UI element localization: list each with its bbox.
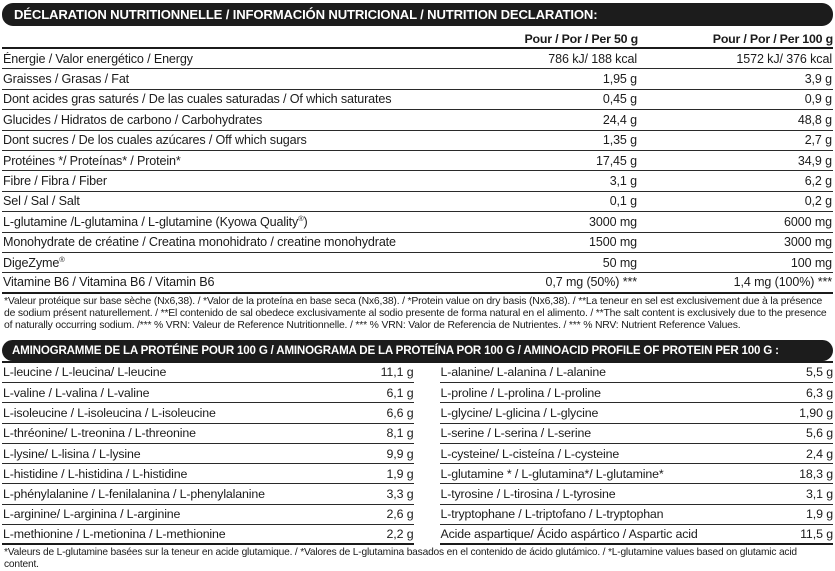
amino-acid-value: 1,90 g — [799, 405, 833, 420]
amino-acid-value: 1,9 g — [805, 507, 833, 522]
amino-acid-row — [2, 464, 414, 484]
nutrition-row — [2, 49, 833, 69]
amino-acid-row — [2, 484, 414, 504]
amino-acid-value: 5,6 g — [805, 426, 833, 441]
nutrition-label-page — [0, 3, 835, 570]
amino-acid-value: 18,3 g — [799, 466, 833, 481]
amino-acid-name: L-histidine / L-histidina / L-histidine — [3, 466, 188, 481]
amino-acid-name: Acide aspartique/ Ácido aspártico / Aspartic acid — [440, 527, 698, 542]
column-header-per-100g: Pour / Por / Per 100 g — [712, 32, 833, 46]
amino-acid-value: 6,6 g — [386, 405, 414, 420]
amino-profile-title: AMINOGRAMME DE LA PROTÉINE POUR 100 G / AMINOGRAMA DE LA PROTEÍNA POR 100 G / AMINOACID PROFILE OF PROTEIN PER 100 G : — [12, 343, 779, 357]
amino-acid-row — [2, 424, 414, 444]
nutrition-row-label: Monohydrate de créatine / Creatina monohidrato / creatine monohydrate — [3, 235, 396, 250]
amino-acid-row — [440, 424, 834, 444]
amino-acid-name: L-cysteine/ L-cisteína / L-cysteine — [440, 446, 620, 461]
amino-acid-row — [2, 363, 414, 383]
column-header-per-50g: Pour / Por / Per 50 g — [524, 32, 638, 46]
nutrition-row — [2, 131, 833, 151]
nutrition-row-value-per-100g: 2,7 g — [804, 133, 832, 148]
nutrition-row — [2, 171, 833, 191]
nutrition-row-value-per-50g: 50 mg — [602, 255, 637, 270]
amino-acid-value: 5,5 g — [805, 365, 833, 380]
nutrition-row — [2, 110, 833, 130]
nutrition-column-headers — [0, 26, 835, 47]
amino-acid-name: L-lysine/ L-lisina / L-lysine — [3, 446, 141, 461]
nutrition-row-value-per-50g: 3000 mg — [589, 214, 637, 229]
nutrition-row-value-per-100g: 6000 mg — [784, 214, 832, 229]
nutrition-row — [2, 273, 833, 293]
nutrition-row-label: L-glutamine /L-glutamina / L-glutamine (Kyowa Quality®) — [3, 214, 308, 230]
nutrition-row-value-per-100g: 100 mg — [790, 255, 832, 270]
amino-acid-value: 11,1 g — [380, 365, 414, 380]
nutrition-declaration-title: DÉCLARATION NUTRITIONNELLE / INFORMACIÓN NUTRICIONAL / NUTRITION DECLARATION: — [14, 7, 598, 22]
nutrition-row-value-per-100g: 48,8 g — [797, 112, 832, 127]
nutrition-row-value-per-50g: 0,7 mg (50%) *** — [545, 275, 637, 290]
amino-acid-name: L-alanine/ L-alanina / L-alanine — [440, 365, 606, 380]
nutrition-row-value-per-50g: 1,95 g — [602, 72, 637, 87]
amino-acid-row — [440, 525, 834, 545]
amino-acid-value: 6,3 g — [805, 385, 833, 400]
nutrition-row-value-per-50g: 1500 mg — [589, 235, 637, 250]
amino-acid-name: L-proline / L-prolina / L-proline — [440, 385, 601, 400]
amino-acid-row — [2, 444, 414, 464]
nutrition-row-label: Glucides / Hidratos de carbono / Carbohydrates — [3, 112, 263, 127]
nutrition-row-label: Énergie / Valor energético / Energy — [3, 51, 193, 66]
nutrition-row-value-per-50g: 786 kJ/ 188 kcal — [548, 51, 637, 66]
nutrition-row — [2, 69, 833, 89]
nutrition-row-value-per-100g: 34,9 g — [797, 153, 832, 168]
amino-acid-table — [2, 361, 833, 546]
nutrition-row — [2, 151, 833, 171]
amino-acid-name: L-isoleucine / L-isoleucina / L-isoleucine — [3, 405, 216, 420]
nutrition-row — [2, 233, 833, 253]
amino-acid-row — [2, 383, 414, 403]
nutrition-table — [2, 47, 833, 294]
amino-acid-value: 8,1 g — [386, 426, 414, 441]
nutrition-row-value-per-100g: 1572 kJ/ 376 kcal — [736, 51, 832, 66]
amino-acid-name: L-tyrosine / L-tirosina / L-tyrosine — [440, 487, 616, 502]
amino-acid-name: L-phénylalanine / L-fenilalanina / L-phenylalanine — [3, 487, 265, 502]
nutrition-row-label: Dont sucres / De los cuales azúcares / Off which sugars — [3, 133, 307, 148]
nutrition-row — [2, 212, 833, 232]
amino-acid-row — [440, 363, 834, 383]
amino-acid-name: L-glycine/ L-glicina / L-glycine — [440, 405, 599, 420]
nutrition-row-value-per-50g: 0,1 g — [609, 194, 637, 209]
nutrition-row-label: Fibre / Fibra / Fiber — [3, 174, 107, 189]
amino-profile-header-bar — [2, 340, 833, 361]
amino-acid-value: 3,1 g — [805, 487, 833, 502]
nutrition-row-value-per-50g: 0,45 g — [602, 92, 637, 107]
nutrition-row-value-per-100g: 1,4 mg (100%) *** — [733, 275, 832, 290]
amino-acid-value: 2,2 g — [386, 527, 414, 542]
amino-acid-value: 3,3 g — [386, 487, 414, 502]
amino-acid-name: L-methionine / L-metionina / L-methionine — [3, 527, 226, 542]
amino-acid-value: 6,1 g — [386, 385, 414, 400]
amino-acid-value: 11,5 g — [800, 527, 833, 542]
nutrition-row-value-per-100g: 0,2 g — [804, 194, 832, 209]
amino-acid-name: L-arginine/ L-arginina / L-arginine — [3, 507, 181, 522]
amino-acid-row — [440, 403, 834, 423]
amino-acid-name: L-valine / L-valina / L-valine — [3, 385, 150, 400]
nutrition-row-label: Vitamine B6 / Vitamina B6 / Vitamin B6 — [3, 275, 215, 290]
nutrition-row — [2, 253, 833, 273]
amino-acid-row — [2, 505, 414, 525]
amino-acid-row — [440, 383, 834, 403]
nutrition-row-value-per-100g: 3000 mg — [784, 235, 832, 250]
nutrition-row-label: Graisses / Grasas / Fat — [3, 72, 130, 87]
nutrition-row-label: Protéines */ Proteínas* / Protein* — [3, 153, 181, 168]
nutrition-row-label: DigeZyme® — [3, 255, 65, 271]
nutrition-row-value-per-50g: 3,1 g — [609, 174, 637, 189]
nutrition-row-value-per-50g: 1,35 g — [602, 133, 637, 148]
amino-acid-row — [440, 484, 834, 504]
amino-acid-name: L-tryptophane / L-triptofano / L-tryptophan — [440, 507, 664, 522]
amino-acid-value: 9,9 g — [386, 446, 414, 461]
nutrition-row-label: Sel / Sal / Salt — [3, 194, 80, 209]
nutrition-declaration-header-bar — [2, 3, 833, 26]
nutrition-row — [2, 192, 833, 212]
amino-acid-name: L-thréonine/ L-treonina / L-threonine — [3, 426, 196, 441]
amino-table-right-column — [418, 363, 834, 546]
amino-acid-name: L-serine / L-serina / L-serine — [440, 426, 591, 441]
nutrition-row-value-per-50g: 17,45 g — [595, 153, 637, 168]
amino-acid-row — [440, 505, 834, 525]
nutrition-row-label: Dont acides gras saturés / De las cuales saturadas / Of which saturates — [3, 92, 392, 107]
amino-acid-row — [440, 464, 834, 484]
nutrition-row-value-per-100g: 3,9 g — [804, 72, 832, 87]
amino-acid-value: 1,9 g — [386, 466, 414, 481]
amino-acid-value: 2,4 g — [805, 446, 833, 461]
amino-acid-row — [2, 525, 414, 545]
nutrition-row-value-per-100g: 6,2 g — [804, 174, 832, 189]
amino-acid-name: L-glutamine * / L-glutamina*/ L-glutamine* — [440, 466, 664, 481]
amino-acid-name: L-leucine / L-leucina/ L-leucine — [3, 365, 167, 380]
nutrition-footnote: *Valeur protéique sur base sèche (Nx6,38). / *Valor de la proteína en base seca (Nx6,38). / *Protein value on dry basis (Nx6,38). / **La teneur en sel est exclusivement due à la présence de sodium présent naturellement. / **El contenido de sal obedece exclusivamente al sodio presente de forma natural en el alimento. / **The salt content is exclusively due to the presence of naturally occurring sodium. /*** % VRN: Valeur de Reference Nutritionnelle. / *** % VRN: Valor de Referencia de Nutrientes. / *** % NRV: Nutrient Reference Values. — [4, 295, 827, 331]
nutrition-row-value-per-100g: 0,9 g — [804, 92, 832, 107]
nutrition-row — [2, 90, 833, 110]
amino-footnote: *Valeurs de L-glutamine basées sur la teneur en acide glutamique. / *Valores de L-glutamina basados en el contenido de ácido glutámico. / *L-glutamine values based on glutamic acid content. — [4, 547, 797, 570]
amino-acid-row — [440, 444, 834, 464]
nutrition-row-value-per-50g: 24,4 g — [602, 112, 637, 127]
amino-table-left-column — [2, 363, 418, 546]
amino-acid-value: 2,6 g — [386, 507, 414, 522]
amino-acid-row — [2, 403, 414, 423]
